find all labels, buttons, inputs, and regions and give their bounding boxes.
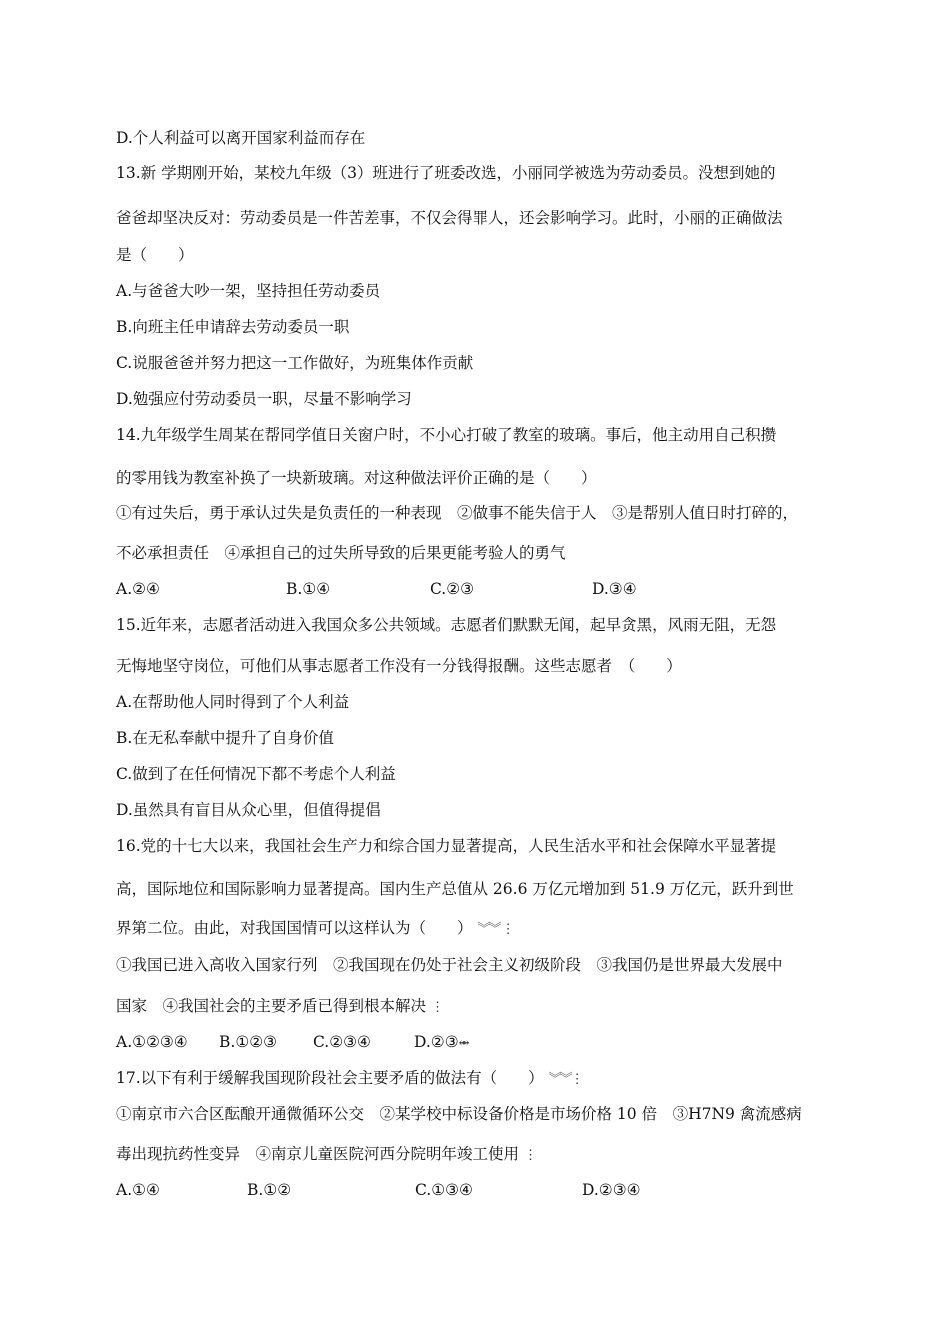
q17-option-d: D.②③④ xyxy=(582,1181,641,1199)
q14-items-line-1: ①有过失后，勇于承认过失是负责任的一种表现 ②做事不能失信于人 ③是帮别人值日时打碎的， xyxy=(116,504,799,522)
q14-option-a: A.②④ xyxy=(116,580,160,598)
q16-option-b: B.①②③ xyxy=(219,1033,278,1051)
q13-option-b: B.向班主任申请辞去劳动委员一职 xyxy=(116,318,350,336)
q14-stem-line-1: 14.九年级学生周某在帮同学值日关窗户时，不小心打破了教室的玻璃。事后，他主动用自己积攒 xyxy=(116,426,777,444)
q16-items-line-1: ①我国已进入高收入国家行列 ②我国现在仍处于社会主义初级阶段 ③我国仍是世界最大发展中 xyxy=(116,956,783,974)
q13-option-c: C.说服爸爸并努力把这一工作做好，为班集体作贡献 xyxy=(116,354,474,372)
q17-items-line-1: ①南京市六合区酝酿开通微循环公交 ②某学校中标设备价格是市场价格 10 倍 ③H7N9 禽流感病 xyxy=(116,1105,802,1123)
q16-option-d xyxy=(414,1032,468,1054)
q17-stem xyxy=(116,1068,582,1090)
q17-stem-text: 17.以下有利于缓解我国现阶段社会主要矛盾的做法有（ ） xyxy=(116,1069,544,1087)
q14-items-line-2: 不必承担责任 ④承担自己的过失所导致的后果更能考验人的勇气 xyxy=(116,544,566,562)
q17-stem-decor-marks: ︾︾⋮ xyxy=(548,1072,582,1087)
q16-stem-line-3 xyxy=(116,918,513,940)
q14-option-d: D.③④ xyxy=(592,580,637,598)
q15-stem-line-2: 无悔地坚守岗位，可他们从事志愿者工作没有一分钱得报酬。这些志愿者 （ ） xyxy=(116,657,682,675)
q16-stem-line-2: 高，国际地位和国际影响力显著提高。国内生产总值从 26.6 万亿元增加到 51.9 万亿元，跃升到世 xyxy=(116,880,794,898)
q12-option-d: D.个人利益可以离开国家利益而存在 xyxy=(116,129,366,147)
q16-stem-decor-marks: ︾︾ ⋮ xyxy=(477,922,513,937)
q14-stem-line-2: 的零用钱为教室补换了一块新玻璃。对这种做法评价正确的是（ ） xyxy=(116,469,597,487)
q14-option-b: B.①④ xyxy=(286,580,331,598)
q17-items-line-2-text: 毒出现抗药性变异 ④南京儿童医院河西分院明年竣工使用 xyxy=(116,1145,520,1163)
q16-options xyxy=(116,1032,856,1052)
q16-option-d-decor-mark: ⥈ xyxy=(458,1036,468,1051)
q15-stem-line-1: 15.近年来，志愿者活动进入我国众多公共领域。志愿者们默默无闻，起早贪黑，风雨无阻，无怨 xyxy=(116,616,777,634)
q17-option-c: C.①③④ xyxy=(415,1181,473,1199)
q15-option-a: A.在帮助他人同时得到了个人利益 xyxy=(116,693,350,711)
q16-option-a: A.①②③④ xyxy=(116,1033,188,1051)
q16-items-line-2 xyxy=(116,996,442,1018)
q15-option-c: C.做到了在任何情况下都不考虑个人利益 xyxy=(116,765,396,783)
q16-stem-line-3-text: 界第二位。由此，对我国国情可以这样认为（ ） xyxy=(116,919,473,937)
q16-stem-line-1: 16.党的十七大以来，我国社会生产力和综合国力显著提高，人民生活水平和社会保障水平显著提 xyxy=(116,837,777,855)
q16-items-decor-mark: ⋮ xyxy=(430,1000,442,1015)
q17-items-decor-mark: ⋮ xyxy=(523,1148,535,1163)
q13-option-d: D.勉强应付劳动委员一职，尽量不影响学习 xyxy=(116,390,412,408)
q17-option-a: A.①④ xyxy=(116,1181,160,1199)
q13-option-a: A.与爸爸大吵一架，坚持担任劳动委员 xyxy=(116,282,381,300)
q17-items-line-2 xyxy=(116,1144,535,1166)
q16-option-d-text: D.②③ xyxy=(414,1033,459,1051)
q13-stem-line-2: 爸爸却坚决反对：劳动委员是一件苦差事，不仅会得罪人，还会影响学习。此时，小丽的正确做法 xyxy=(116,209,783,227)
q16-items-line-2-text: 国家 ④我国社会的主要矛盾已得到根本解决 xyxy=(116,997,427,1015)
q16-option-c: C.②③④ xyxy=(313,1033,371,1051)
q15-option-b: B.在无私奉献中提升了自身价值 xyxy=(116,729,334,747)
q14-option-c: C.②③ xyxy=(430,580,475,598)
q14-options xyxy=(116,579,856,599)
q13-stem-line-3: 是（ ） xyxy=(116,246,194,264)
q15-option-d: D.虽然具有盲目从众心里，但值得提倡 xyxy=(116,801,381,819)
q13-stem-line-1: 13.新 学期刚开始，某校九年级（3）班进行了班委改选，小丽同学被选为劳动委员。没想到她的 xyxy=(116,164,776,182)
q17-options xyxy=(116,1180,856,1200)
q17-option-b: B.①② xyxy=(247,1181,292,1199)
